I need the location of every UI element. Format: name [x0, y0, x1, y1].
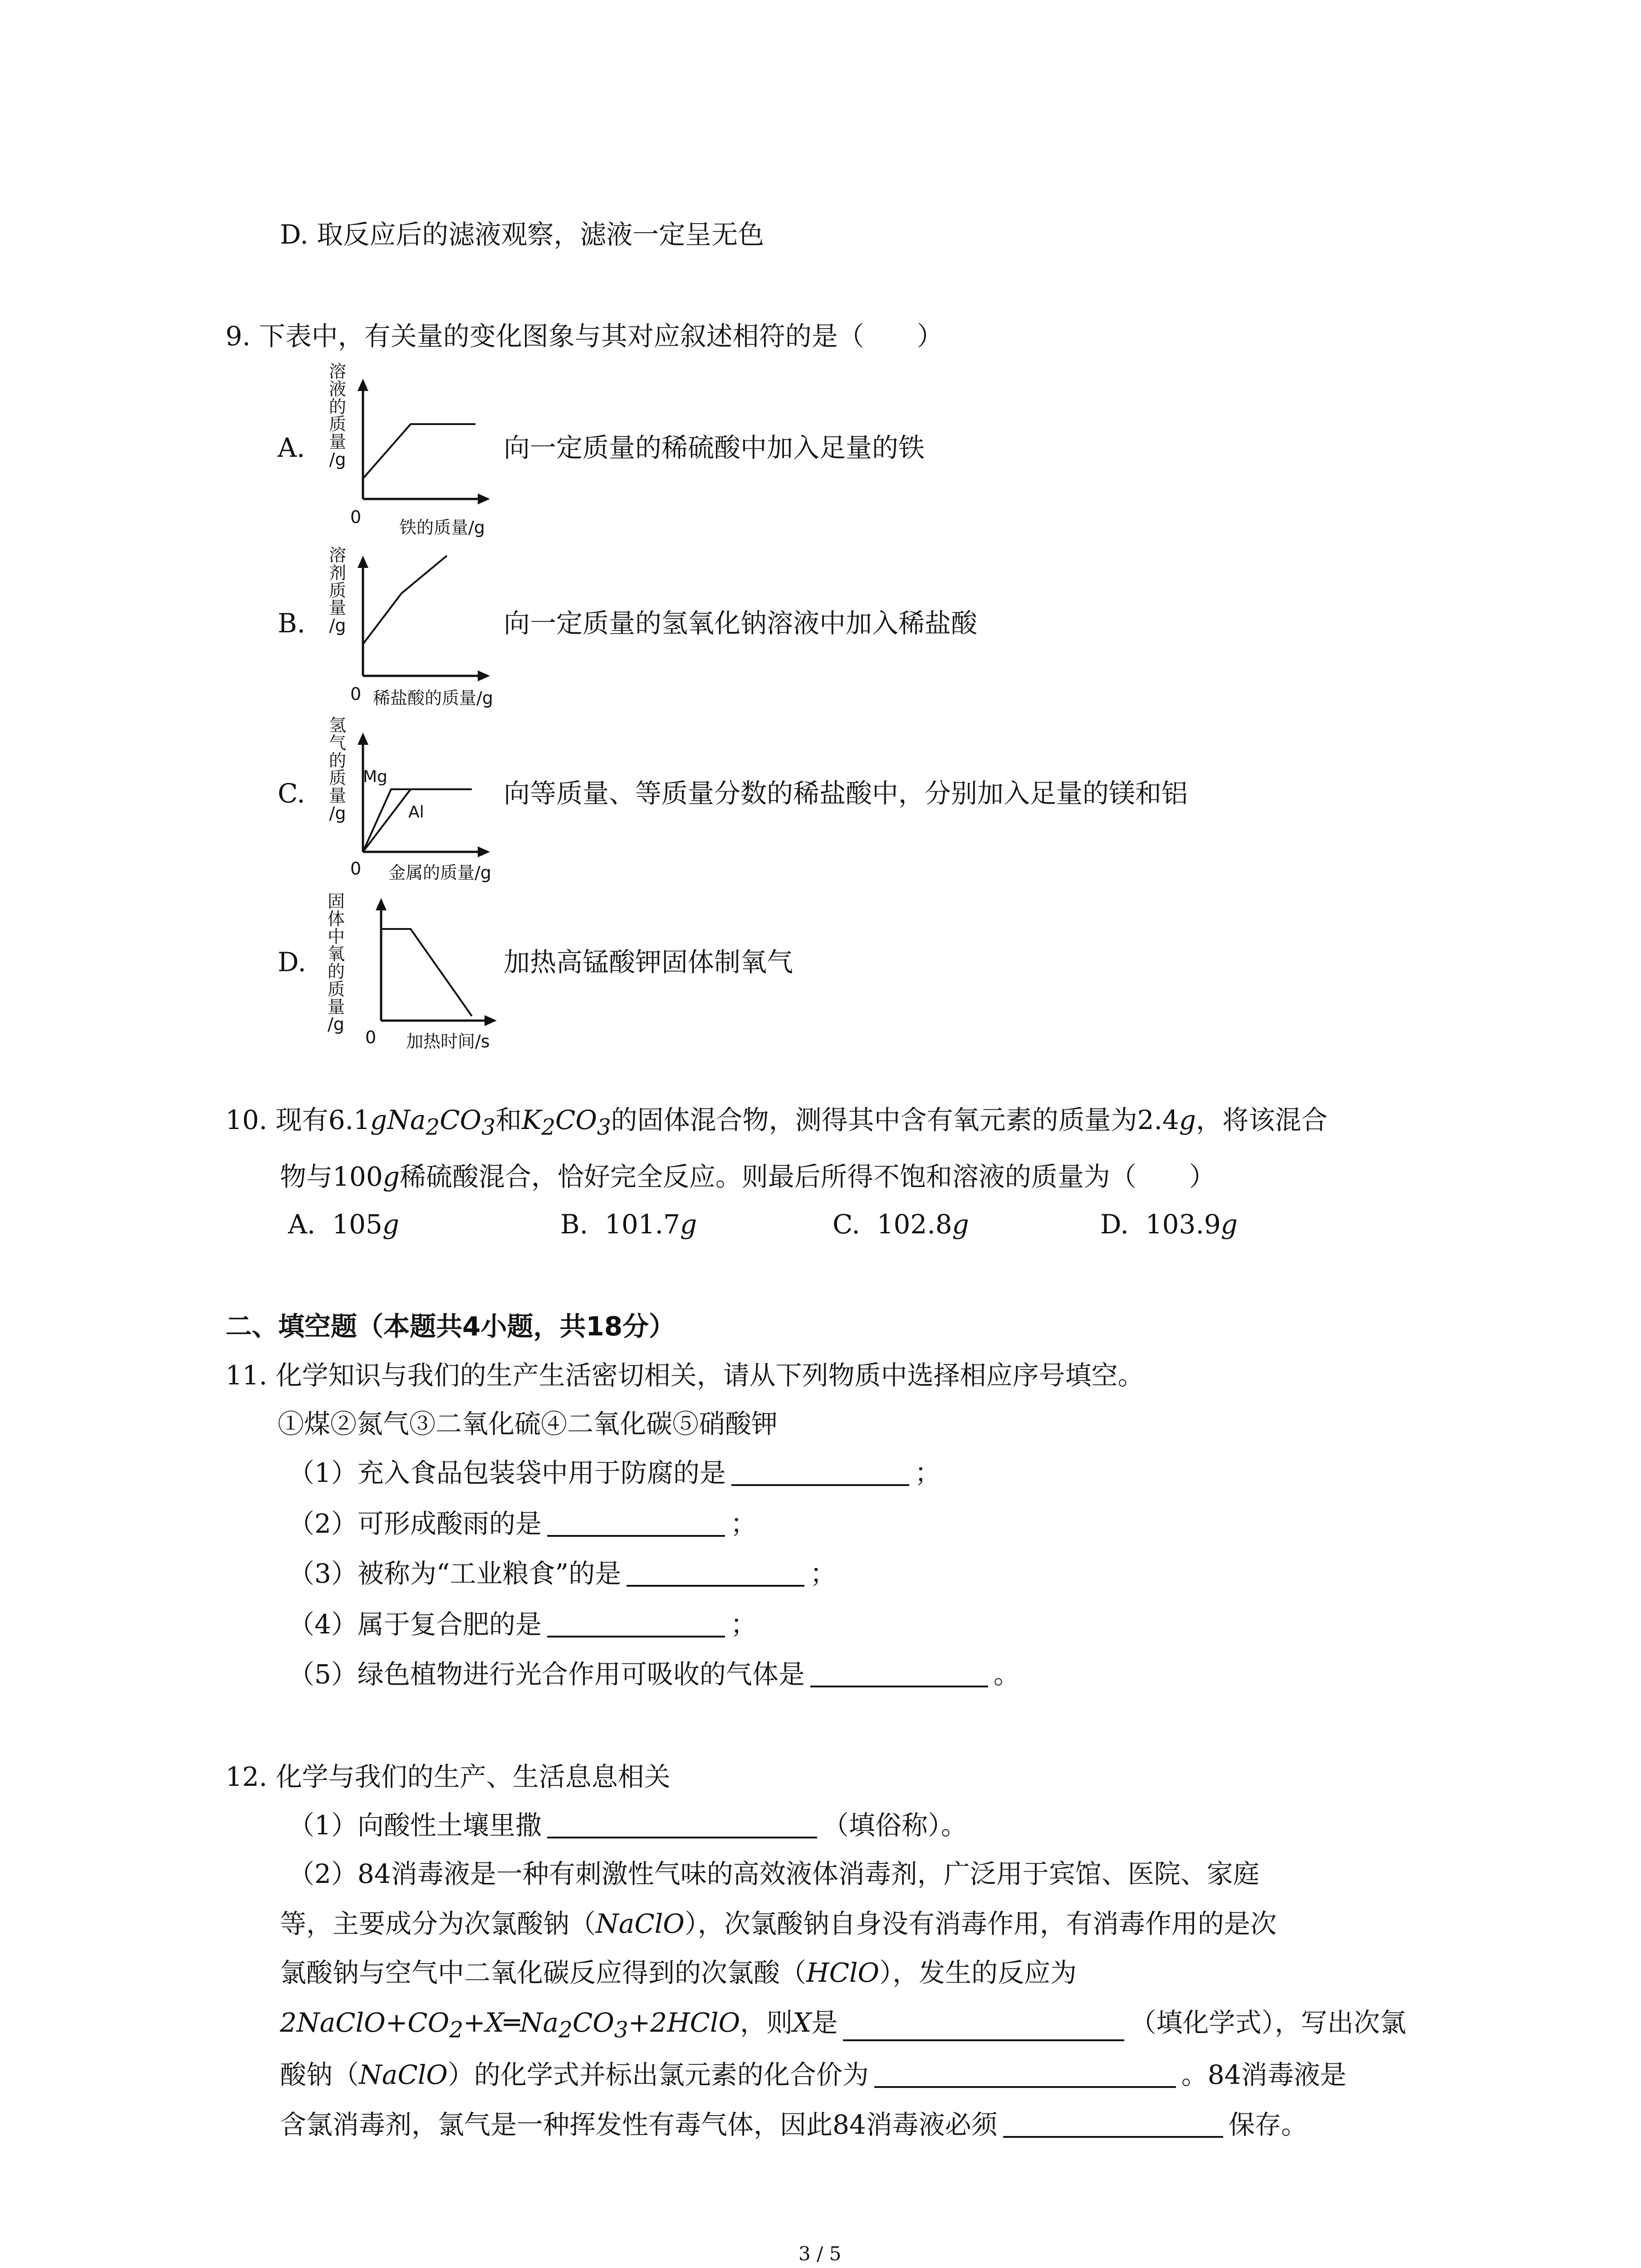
q12-part-2-line2: 等，主要成分为次氯酸钠（NaClO），次氯酸钠自身没有消毒作用，有消毒作用的是次 — [280, 1908, 1277, 1939]
q9-option-b-text: 向一定质量的氢氧化钠溶液中加入稀盐酸 — [504, 608, 978, 639]
graph-d-y-arrow — [376, 898, 387, 910]
q10-choice-d: D. 103.9g — [1100, 1209, 1238, 1240]
answer-blank[interactable] — [627, 1560, 804, 1587]
q11-item-3: （3）被称为“工业粮食”的是 ； — [288, 1558, 837, 1589]
answer-blank[interactable] — [1003, 2112, 1223, 2138]
graph-d-x-arrow — [485, 1015, 497, 1026]
q10-choice-c: C. 102.8g — [833, 1209, 969, 1240]
graph-d-xlabel: 加热时间/s — [406, 1031, 490, 1051]
q12-stem: 12. 化学与我们的生产、生活息息相关 — [225, 1761, 671, 1792]
answer-blank[interactable] — [874, 2062, 1176, 2088]
q11-item-4: （4）属于复合肥的是 ； — [288, 1609, 757, 1640]
q10-choice-b: B. 101.7g — [560, 1209, 697, 1240]
graph-a-xlabel: 铁的质量/g — [399, 518, 485, 538]
graph-d-ylabel: 固 体 中 氧 的 质 量 /g — [328, 891, 345, 1035]
answer-blank[interactable] — [547, 1611, 725, 1637]
q11-item-1: （1）充入食品包装袋中用于防腐的是 ； — [288, 1457, 941, 1488]
q9-option-d-letter: D. — [278, 947, 306, 978]
q12-part-2-line6: 含氯消毒剂，氯气是一种挥发性有毒气体，因此84消毒液必须 保存。 — [280, 2109, 1308, 2140]
graph-b-origin: 0 — [350, 684, 362, 704]
q9-stem: 9. 下表中，有关量的变化图象与其对应叙述相符的是（ ） — [225, 321, 943, 352]
graph-c-ylabel: 氢 气 的 质 量 /g — [328, 715, 346, 823]
graph-c-series-al: Al — [408, 803, 424, 821]
q12-part-2-line3: 氯酸钠与空气中二氧化碳反应得到的次氯酸（HClO），发生的反应为 — [280, 1957, 1077, 1988]
reaction-equation: $2NaClO+CO_2+X═Na_2CO_3+2HClO$ — [280, 2007, 740, 2043]
q10-line1: 10. 现有$6.1gNa_2CO_3$和$K_2CO_3$的固体混合物，测得其中含有氧元素的质量为2.4g，将该混合 — [225, 1105, 1328, 1140]
q10-choice-a: A. 105g — [288, 1209, 400, 1240]
section-2-heading: 二、填空题（本题共4小题，共18分） — [225, 1311, 676, 1342]
q9-option-c-text: 向等质量、等质量分数的稀盐酸中，分别加入足量的镁和铝 — [504, 778, 1188, 809]
q9-option-c-letter: C. — [278, 778, 305, 809]
q12-part-2-line1: （2）84消毒液是一种有刺激性气味的高效液体消毒剂，广泛用于宾馆、医院、家庭 — [288, 1858, 1259, 1889]
graph-d-line — [381, 929, 472, 1016]
graph-c-series-mg: Mg — [363, 767, 387, 786]
q9-option-a-text: 向一定质量的稀硫酸中加入足量的铁 — [504, 432, 925, 463]
page-number: 3 / 5 — [798, 2243, 842, 2265]
q11-item-5: （5）绿色植物进行光合作用可吸收的气体是 。 — [288, 1659, 1020, 1690]
q9-option-a-letter: A. — [278, 432, 305, 463]
graph-b-xlabel: 稀盐酸的质量/g — [373, 688, 493, 708]
q11-item-2: （2）可形成酸雨的是 ； — [288, 1508, 757, 1539]
q11-materials: ①煤②氮气③二氧化硫④二氧化碳⑤硝酸钾 — [278, 1408, 778, 1439]
graph-c-origin: 0 — [350, 859, 362, 879]
q11-stem: 11. 化学知识与我们的生产生活密切相关，请从下列物质中选择相应序号填空。 — [225, 1360, 1144, 1391]
graph-a-origin: 0 — [350, 507, 362, 527]
q9-option-d-text: 加热高锰酸钾固体制氧气 — [504, 947, 794, 978]
q12-part-2-line5: 酸钠（NaClO）的化学式并标出氯元素的化合价为 。84消毒液是 — [280, 2059, 1347, 2090]
answer-blank[interactable] — [843, 2015, 1124, 2041]
q12-part-1: （1）向酸性土壤里撒 （填俗称）。 — [288, 1810, 967, 1841]
q12-part-2-line4: $2NaClO+CO_2+X═Na_2CO_3+2HClO$，则X是 （填化学式），写出次氯 — [280, 2007, 1406, 2043]
graph-a-ylabel: 溶 液 的 质 量 /g — [328, 362, 346, 469]
graph-b-ylabel: 溶 剂 质 量 /g — [328, 545, 346, 635]
answer-blank[interactable] — [731, 1460, 909, 1486]
graph-d-origin: 0 — [365, 1027, 377, 1047]
answer-blank[interactable] — [547, 1812, 817, 1838]
q9-option-b-letter: B. — [278, 608, 306, 639]
q10-line2: 物与100g稀硫酸混合，恰好完全反应。则最后所得不饱和溶液的质量为（ ） — [280, 1161, 1215, 1192]
answer-blank[interactable] — [547, 1510, 725, 1537]
answer-blank[interactable] — [810, 1661, 988, 1687]
graph-c-xlabel: 金属的质量/g — [388, 863, 491, 883]
q8-option-d: D. 取反应后的滤液观察，滤液一定呈无色 — [280, 219, 764, 250]
